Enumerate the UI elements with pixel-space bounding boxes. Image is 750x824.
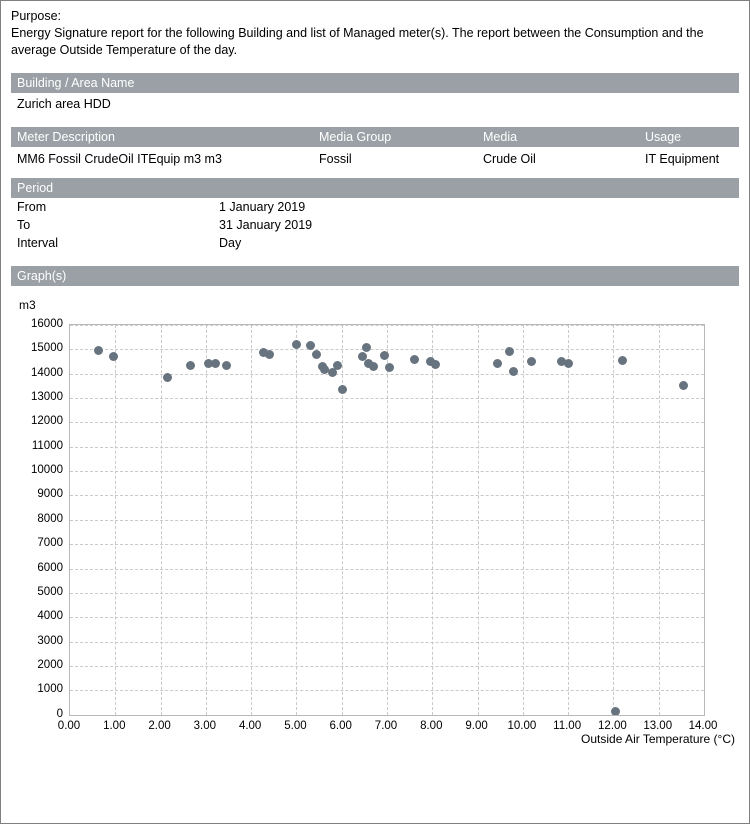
y-axis-tick-label: 15000 xyxy=(31,342,63,355)
y-axis-tick-label: 16000 xyxy=(31,317,63,330)
y-axis-tick-label: 4000 xyxy=(37,610,63,623)
section-period: Period xyxy=(11,178,739,198)
scatter-point xyxy=(564,359,573,368)
y-axis-tick-label: 1000 xyxy=(37,683,63,696)
y-axis-tick-label: 7000 xyxy=(37,537,63,550)
grid-line-vertical xyxy=(568,325,569,715)
x-axis-tick-label: 4.00 xyxy=(238,719,262,732)
table-row xyxy=(11,147,739,168)
x-axis-tick-label: 1.00 xyxy=(103,719,126,732)
cell-usage: IT Equipment xyxy=(645,151,720,166)
scatter-point xyxy=(94,346,103,355)
list-item xyxy=(11,198,739,216)
y-axis-tick-label: 0 xyxy=(56,707,63,720)
scatter-point xyxy=(222,361,231,370)
y-axis-tick-label: 11000 xyxy=(31,439,63,452)
section-building-area-name: Building / Area Name xyxy=(11,73,739,93)
y-axis-tick-label: 8000 xyxy=(37,512,63,525)
scatter-point xyxy=(505,347,514,356)
scatter-point xyxy=(333,361,342,370)
x-axis-tick-label: 14.00 xyxy=(688,719,718,732)
scatter-point xyxy=(211,359,220,368)
x-axis-tick-label: 3.00 xyxy=(193,719,217,732)
building-name-value: Zurich area HDD xyxy=(17,96,111,111)
grid-line-vertical xyxy=(523,325,524,715)
energy-signature-chart xyxy=(11,318,741,748)
cell-meter-description: MM6 Fossil CrudeOil ITEquip m3 m3 xyxy=(17,151,222,166)
cell-media: Crude Oil xyxy=(483,151,536,166)
scatter-point xyxy=(527,357,536,366)
grid-line-vertical xyxy=(161,325,162,715)
scatter-point xyxy=(312,350,321,359)
scatter-point xyxy=(109,352,118,361)
report-content xyxy=(1,1,749,748)
scatter-point xyxy=(410,355,419,364)
y-axis-tick-label: 3000 xyxy=(37,634,63,647)
grid-line-vertical xyxy=(342,325,343,715)
grid-line-vertical xyxy=(206,325,207,715)
x-axis-tick-label: 10.00 xyxy=(507,719,537,732)
grid-line-vertical xyxy=(387,325,388,715)
scatter-point xyxy=(338,385,347,394)
scatter-point xyxy=(679,381,688,390)
scatter-point xyxy=(493,359,502,368)
column-header-media: Media xyxy=(477,127,639,147)
purpose-text: Energy Signature report for the following Building and list of Managed meter(s). The report between the Consumption and the average Outside Temperature of the day. xyxy=(11,26,704,57)
scatter-point xyxy=(611,707,620,715)
cell-media-group: Fossil xyxy=(319,151,352,166)
section-graphs: Graph(s) xyxy=(11,266,739,286)
x-axis-tick-label: 13.00 xyxy=(643,719,673,732)
x-axis-tick-label: 6.00 xyxy=(329,719,352,732)
period-interval-label: Interval xyxy=(17,235,58,250)
x-axis-tick-label: 12.00 xyxy=(598,719,627,732)
x-axis-tick-label: 8.00 xyxy=(420,719,443,732)
grid-line-vertical xyxy=(432,325,433,715)
column-header-media-group: Media Group xyxy=(313,127,477,147)
period-to-label: To xyxy=(17,217,31,232)
x-axis-tick-label: 7.00 xyxy=(374,719,398,732)
y-axis-tick-label: 2000 xyxy=(37,659,63,671)
scatter-point xyxy=(380,351,389,360)
period-from-label: From xyxy=(17,199,47,214)
grid-line-vertical xyxy=(704,325,705,715)
scatter-point xyxy=(362,343,371,352)
period-table xyxy=(11,198,739,252)
spacer xyxy=(11,168,739,178)
scatter-point xyxy=(163,373,172,382)
y-axis-tick-label: 6000 xyxy=(37,561,63,574)
scatter-point xyxy=(186,361,195,370)
y-axis-tick-label: 13000 xyxy=(31,390,63,403)
grid-line-vertical xyxy=(659,325,660,715)
y-axis-tick-label: 14000 xyxy=(31,366,63,379)
grid-line-vertical xyxy=(115,325,116,715)
scatter-point xyxy=(385,363,394,372)
chart-unit-label: m3 xyxy=(19,297,36,312)
x-axis-tick-label: 2.00 xyxy=(148,719,171,732)
scatter-point xyxy=(306,341,315,350)
grid-line-horizontal xyxy=(70,715,704,716)
scatter-point xyxy=(265,350,274,359)
scatter-point xyxy=(369,362,378,371)
scatter-point xyxy=(509,367,518,376)
y-axis-tick-label: 10000 xyxy=(31,464,63,476)
y-axis-tick-label: 5000 xyxy=(37,585,63,598)
x-axis-tick-label: 11.00 xyxy=(553,719,582,732)
period-to-value: 31 January 2019 xyxy=(219,217,313,232)
y-axis-tick-label: 9000 xyxy=(37,488,63,501)
grid-line-vertical xyxy=(251,325,252,715)
period-interval-value: Day xyxy=(219,235,242,250)
meter-table-header-row xyxy=(11,127,739,147)
period-from-value: 1 January 2019 xyxy=(219,199,306,214)
spacer xyxy=(11,252,739,266)
meter-table xyxy=(11,127,739,168)
chart-x-axis-title: Outside Air Temperature (°C) xyxy=(581,731,735,746)
scatter-point xyxy=(431,360,440,369)
list-item xyxy=(11,216,739,234)
list-item xyxy=(11,234,739,252)
grid-line-vertical xyxy=(613,325,614,715)
scatter-point xyxy=(618,356,627,365)
grid-line-vertical xyxy=(478,325,479,715)
x-axis-tick-label: 9.00 xyxy=(465,719,488,732)
x-axis-tick-label: 5.00 xyxy=(284,719,307,732)
y-axis-tick-label: 12000 xyxy=(31,415,63,428)
grid-line-vertical xyxy=(296,325,297,715)
x-axis-tick-label: 0.00 xyxy=(57,719,81,732)
column-header-usage: Usage xyxy=(639,127,739,147)
chart-plot-area xyxy=(69,324,705,716)
column-header-meter-description: Meter Description xyxy=(11,127,313,147)
spacer xyxy=(11,113,739,127)
purpose-label: Purpose: xyxy=(11,9,62,23)
scatter-point xyxy=(292,340,301,349)
